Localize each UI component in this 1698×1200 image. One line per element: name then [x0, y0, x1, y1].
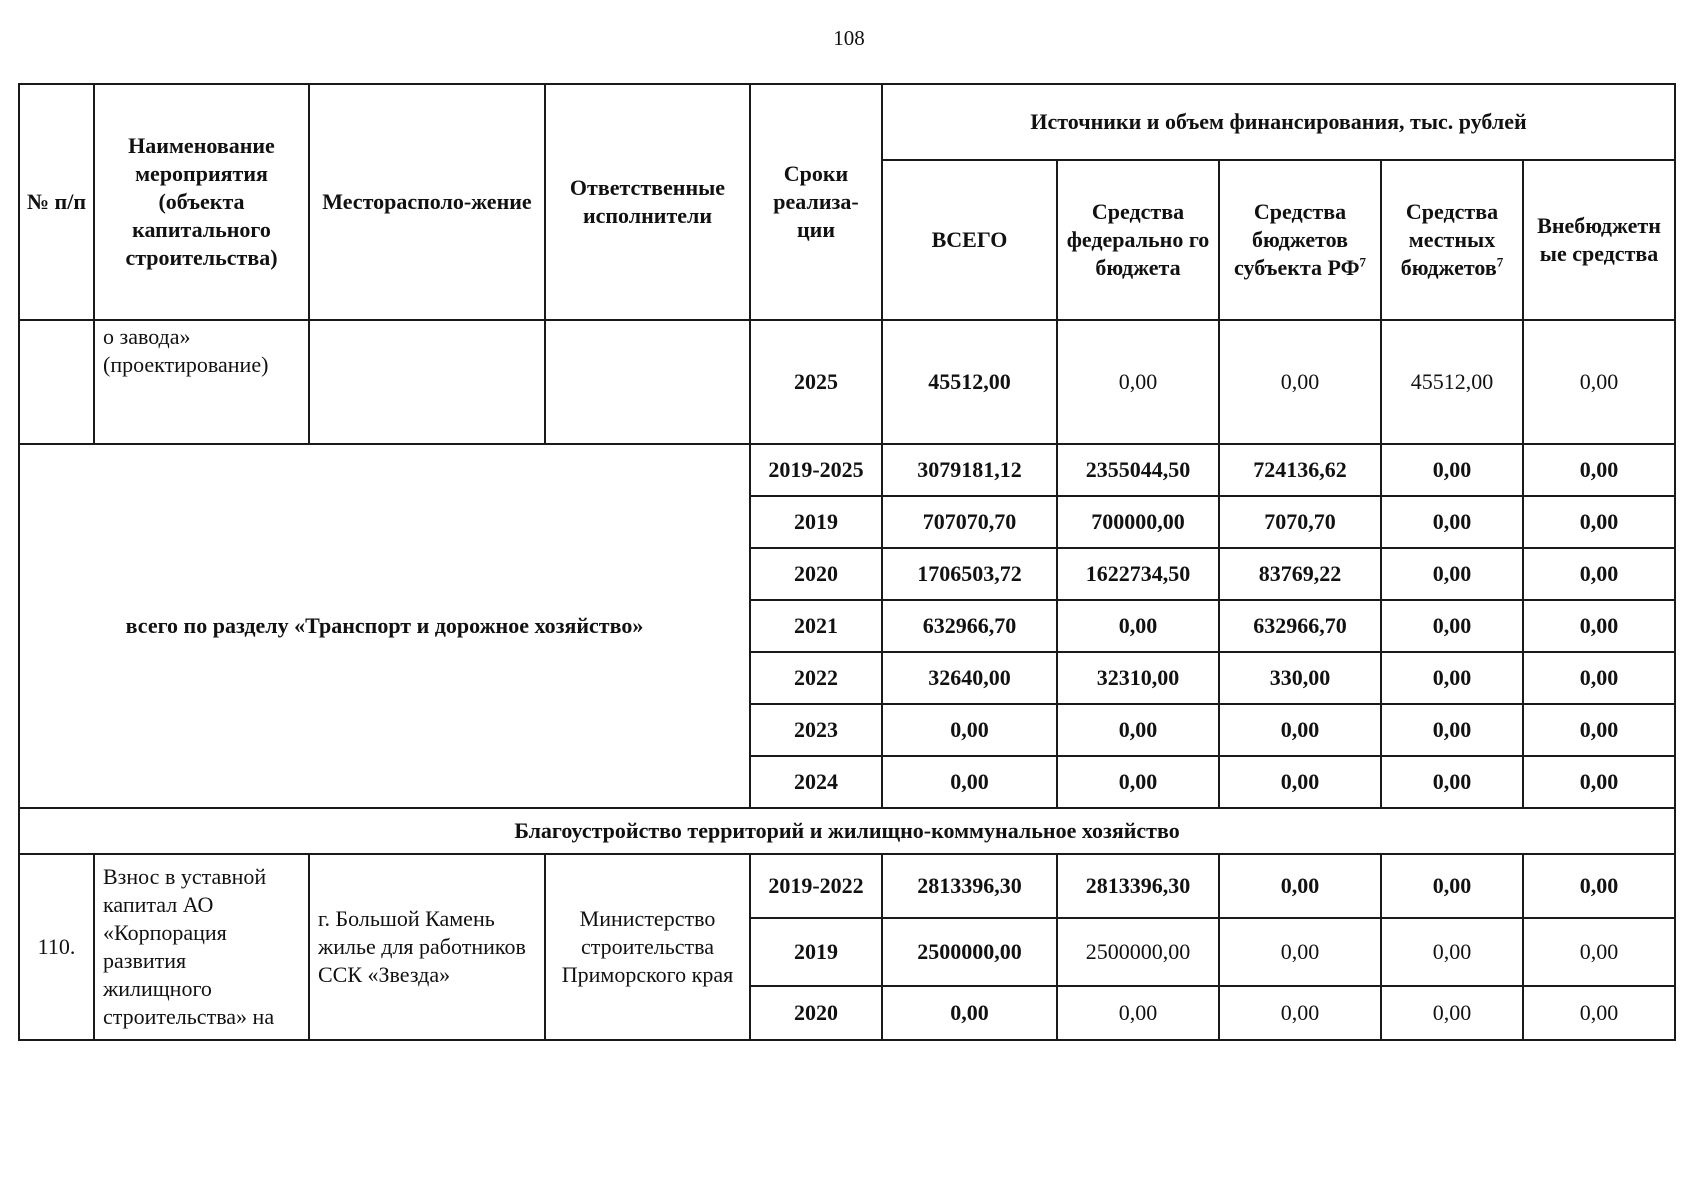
header-period: Сроки реализа-ции — [750, 84, 882, 320]
row-extra: 0,00 — [1523, 986, 1675, 1040]
row-extra: 0,00 — [1523, 320, 1675, 444]
row-local: 0,00 — [1381, 854, 1523, 918]
row-local: 0,00 — [1381, 986, 1523, 1040]
row-local: 45512,00 — [1381, 320, 1523, 444]
row-year: 2019-2022 — [750, 854, 882, 918]
table-row — [19, 320, 1675, 444]
row-subject: 724136,62 — [1219, 444, 1381, 496]
row-location — [309, 320, 545, 444]
row-local: 0,00 — [1381, 704, 1523, 756]
table-row — [19, 854, 1675, 918]
row-num — [19, 320, 94, 444]
header-num: № п/п — [19, 84, 94, 320]
row-federal: 700000,00 — [1057, 496, 1219, 548]
item-name: Взнос в уставной капитал АО «Корпорация развития жилищного строительства» на — [94, 854, 309, 1040]
header-subject — [1219, 160, 1381, 320]
row-federal: 2500000,00 — [1057, 918, 1219, 986]
row-federal: 1622734,50 — [1057, 548, 1219, 600]
header-location: Месторасполо-жение — [309, 84, 545, 320]
row-extra: 0,00 — [1523, 444, 1675, 496]
row-subject: 0,00 — [1219, 756, 1381, 808]
page-number: 108 — [833, 26, 865, 50]
header-local-note: 7 — [1496, 254, 1504, 270]
row-total: 3079181,12 — [882, 444, 1057, 496]
row-extra: 0,00 — [1523, 854, 1675, 918]
row-local: 0,00 — [1381, 918, 1523, 986]
header-sources-group: Источники и объем финансирования, тыс. рублей — [882, 84, 1675, 160]
row-name: о завода» (проектирование) — [94, 320, 309, 444]
row-total: 632966,70 — [882, 600, 1057, 652]
row-total: 2813396,30 — [882, 854, 1057, 918]
row-total: 0,00 — [882, 756, 1057, 808]
row-total: 707070,70 — [882, 496, 1057, 548]
item-location: г. Большой Камень жилье для работников ССК «Звезда» — [309, 854, 545, 1040]
row-federal: 0,00 — [1057, 756, 1219, 808]
row-federal: 2355044,50 — [1057, 444, 1219, 496]
header-subject-label: Средства бюджетов субъекта РФ — [1234, 198, 1360, 281]
row-total: 1706503,72 — [882, 548, 1057, 600]
row-federal: 0,00 — [1057, 320, 1219, 444]
table-row — [19, 444, 1675, 496]
row-subject: 83769,22 — [1219, 548, 1381, 600]
header-total: ВСЕГО — [882, 160, 1057, 320]
item-num: 110. — [19, 854, 94, 1040]
row-year: 2023 — [750, 704, 882, 756]
row-local: 0,00 — [1381, 600, 1523, 652]
financing-table — [18, 83, 1676, 1041]
row-federal: 32310,00 — [1057, 652, 1219, 704]
row-extra: 0,00 — [1523, 704, 1675, 756]
row-subject: 632966,70 — [1219, 600, 1381, 652]
header-subject-note: 7 — [1359, 254, 1366, 270]
row-subject: 7070,70 — [1219, 496, 1381, 548]
row-local: 0,00 — [1381, 756, 1523, 808]
row-total: 0,00 — [882, 986, 1057, 1040]
row-year: 2020 — [750, 986, 882, 1040]
row-year: 2020 — [750, 548, 882, 600]
section-heading-row — [19, 808, 1675, 854]
section-heading: Благоустройство территорий и жилищно-коммунальное хозяйство — [19, 808, 1675, 854]
row-year: 2025 — [750, 320, 882, 444]
row-total: 45512,00 — [882, 320, 1057, 444]
header-responsible: Ответственные исполнители — [545, 84, 750, 320]
header-local-label: Средства местных бюджетов — [1400, 198, 1499, 281]
row-subject: 330,00 — [1219, 652, 1381, 704]
row-federal: 0,00 — [1057, 600, 1219, 652]
row-local: 0,00 — [1381, 496, 1523, 548]
section-total-label: всего по разделу «Транспорт и дорожное хозяйство» — [19, 444, 750, 808]
header-local — [1381, 160, 1523, 320]
row-year: 2022 — [750, 652, 882, 704]
row-extra: 0,00 — [1523, 548, 1675, 600]
row-year: 2021 — [750, 600, 882, 652]
row-subject: 0,00 — [1219, 918, 1381, 986]
header-extra: Внебюджетн ые средства — [1523, 160, 1675, 320]
row-year: 2024 — [750, 756, 882, 808]
row-extra: 0,00 — [1523, 918, 1675, 986]
header-federal: Средства федерально го бюджета — [1057, 160, 1219, 320]
row-local: 0,00 — [1381, 444, 1523, 496]
row-federal: 0,00 — [1057, 704, 1219, 756]
row-year: 2019-2025 — [750, 444, 882, 496]
row-responsible — [545, 320, 750, 444]
row-subject: 0,00 — [1219, 854, 1381, 918]
row-local: 0,00 — [1381, 652, 1523, 704]
row-local: 0,00 — [1381, 548, 1523, 600]
row-subject: 0,00 — [1219, 704, 1381, 756]
row-subject: 0,00 — [1219, 986, 1381, 1040]
row-federal: 0,00 — [1057, 986, 1219, 1040]
row-year: 2019 — [750, 918, 882, 986]
row-total: 0,00 — [882, 704, 1057, 756]
header-name: Наименование мероприятия (объекта капитального строительства) — [94, 84, 309, 320]
row-extra: 0,00 — [1523, 756, 1675, 808]
row-federal: 2813396,30 — [1057, 854, 1219, 918]
item-responsible: Министерство строительства Приморского края — [545, 854, 750, 1040]
row-extra: 0,00 — [1523, 600, 1675, 652]
row-subject: 0,00 — [1219, 320, 1381, 444]
row-extra: 0,00 — [1523, 652, 1675, 704]
row-extra: 0,00 — [1523, 496, 1675, 548]
row-year: 2019 — [750, 496, 882, 548]
row-total: 2500000,00 — [882, 918, 1057, 986]
row-total: 32640,00 — [882, 652, 1057, 704]
